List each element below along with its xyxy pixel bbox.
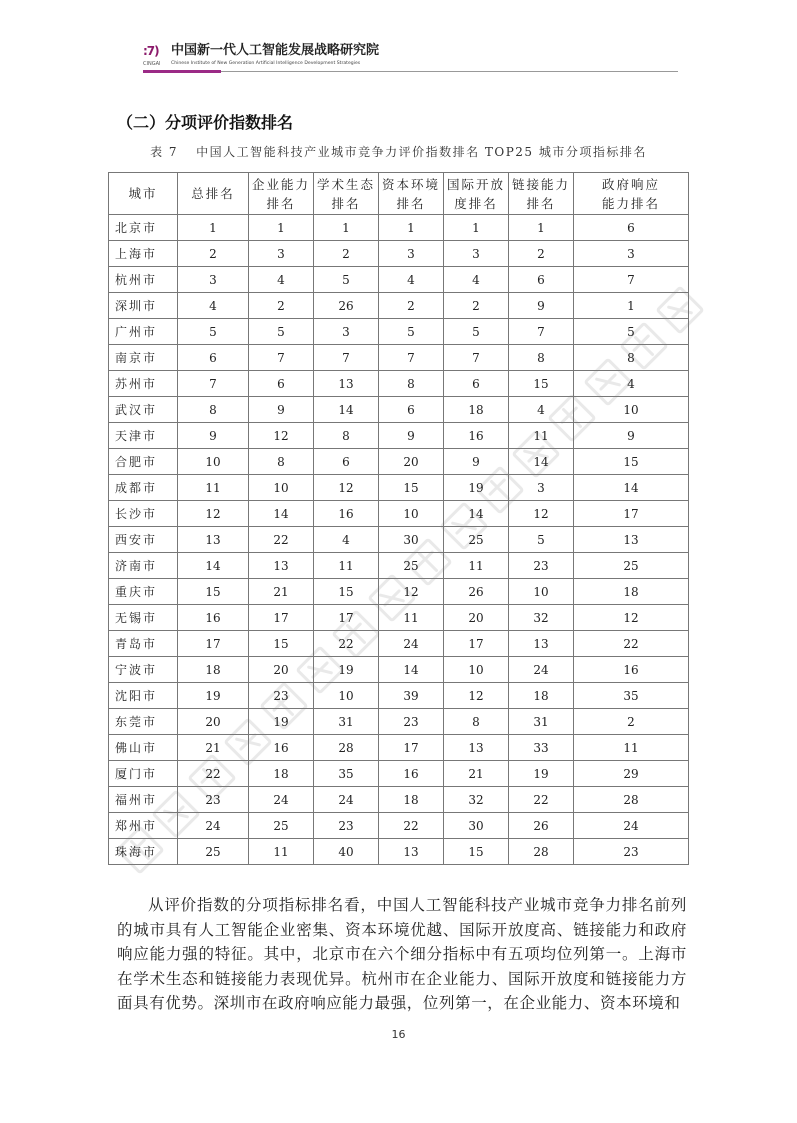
rank-cell: 19: [509, 761, 574, 787]
rank-cell: 11: [178, 475, 249, 501]
table-row: [109, 813, 689, 839]
city-name-cell: 深圳市: [109, 293, 178, 319]
institute-name-en: Chinese Institute of New Generation Artificial Intelligence Development Strategies: [171, 61, 361, 66]
rank-cell: 31: [314, 709, 379, 735]
table-body: [109, 215, 689, 865]
column-header-line: 排名: [396, 195, 426, 211]
rank-cell: 23: [314, 813, 379, 839]
city-name-cell: 济南市: [109, 553, 178, 579]
rank-cell: 16: [249, 735, 314, 761]
column-header: [249, 173, 314, 215]
rank-cell: 3: [379, 241, 444, 267]
rank-cell: 24: [574, 813, 689, 839]
rank-cell: 13: [444, 735, 509, 761]
rank-cell: 4: [509, 397, 574, 423]
rank-cell: 6: [178, 345, 249, 371]
rank-cell: 22: [249, 527, 314, 553]
rank-cell: 13: [314, 371, 379, 397]
rank-cell: 25: [249, 813, 314, 839]
rank-cell: 28: [314, 735, 379, 761]
city-name-cell: 合肥市: [109, 449, 178, 475]
rank-cell: 8: [379, 371, 444, 397]
rank-cell: 12: [379, 579, 444, 605]
rank-cell: 2: [379, 293, 444, 319]
rank-cell: 2: [178, 241, 249, 267]
section-title: （二）分项评价指数排名: [117, 113, 294, 132]
city-name-cell: 长沙市: [109, 501, 178, 527]
rank-cell: 1: [574, 293, 689, 319]
rank-cell: 1: [178, 215, 249, 241]
rank-cell: 14: [444, 501, 509, 527]
rank-cell: 10: [574, 397, 689, 423]
rank-cell: 15: [379, 475, 444, 501]
rank-cell: 11: [379, 605, 444, 631]
rank-cell: 21: [444, 761, 509, 787]
rank-cell: 7: [444, 345, 509, 371]
rank-cell: 16: [444, 423, 509, 449]
rank-cell: 21: [178, 735, 249, 761]
institute-logo-subtext: CINGAI: [143, 61, 161, 67]
rank-cell: 13: [379, 839, 444, 865]
table-row: [109, 787, 689, 813]
table-caption-text: 中国人工智能科技产业城市竞争力评价指数排名 TOP25 城市分项指标排名: [196, 145, 647, 159]
column-header-line: 学术生态: [316, 176, 375, 192]
rank-cell: 22: [178, 761, 249, 787]
rank-cell: 11: [444, 553, 509, 579]
rank-cell: 13: [574, 527, 689, 553]
table-row: [109, 657, 689, 683]
rank-cell: 29: [574, 761, 689, 787]
table-row: [109, 709, 689, 735]
rank-cell: 1: [314, 215, 379, 241]
column-header-line: 资本环境: [381, 176, 440, 192]
table-row: [109, 267, 689, 293]
rank-cell: 22: [379, 813, 444, 839]
column-header-line: 企业能力: [251, 176, 310, 192]
rank-cell: 18: [509, 683, 574, 709]
institute-logo-icon: :7): [143, 44, 159, 58]
city-name-cell: 沈阳市: [109, 683, 178, 709]
rank-cell: 1: [444, 215, 509, 241]
rank-cell: 12: [314, 475, 379, 501]
rank-cell: 8: [574, 345, 689, 371]
rank-cell: 6: [574, 215, 689, 241]
column-header-line: 排名: [526, 195, 556, 211]
rank-cell: 16: [178, 605, 249, 631]
rank-cell: 9: [509, 293, 574, 319]
rank-cell: 33: [509, 735, 574, 761]
city-name-cell: 重庆市: [109, 579, 178, 605]
rank-cell: 5: [249, 319, 314, 345]
rank-cell: 28: [574, 787, 689, 813]
city-name-cell: 福州市: [109, 787, 178, 813]
rank-cell: 5: [314, 267, 379, 293]
column-header-line: 政府响应: [601, 176, 660, 192]
column-header: [509, 173, 574, 215]
rank-cell: 17: [379, 735, 444, 761]
rank-cell: 1: [379, 215, 444, 241]
column-header-line: 链接能力: [511, 176, 570, 192]
rank-cell: 31: [509, 709, 574, 735]
header-divider: [143, 71, 678, 72]
rank-cell: 18: [178, 657, 249, 683]
rank-cell: 7: [178, 371, 249, 397]
rank-cell: 15: [574, 449, 689, 475]
rank-cell: 11: [574, 735, 689, 761]
city-name-cell: 天津市: [109, 423, 178, 449]
rank-cell: 20: [379, 449, 444, 475]
table-row: [109, 579, 689, 605]
rank-cell: 7: [249, 345, 314, 371]
rank-cell: 3: [314, 319, 379, 345]
rank-cell: 7: [379, 345, 444, 371]
rank-cell: 24: [509, 657, 574, 683]
rank-cell: 14: [379, 657, 444, 683]
table-caption-number: 表 7: [150, 145, 179, 159]
rank-cell: 39: [379, 683, 444, 709]
table-row: [109, 501, 689, 527]
column-header: [178, 173, 249, 215]
rank-cell: 32: [509, 605, 574, 631]
rank-cell: 20: [178, 709, 249, 735]
rank-cell: 30: [379, 527, 444, 553]
rank-cell: 10: [444, 657, 509, 683]
rank-cell: 16: [379, 761, 444, 787]
rank-cell: 9: [574, 423, 689, 449]
rank-cell: 15: [444, 839, 509, 865]
table-row: [109, 631, 689, 657]
rank-cell: 21: [249, 579, 314, 605]
rank-cell: 11: [249, 839, 314, 865]
column-header-line: 排名: [266, 195, 296, 211]
city-name-cell: 广州市: [109, 319, 178, 345]
city-name-cell: 青岛市: [109, 631, 178, 657]
rank-cell: 2: [509, 241, 574, 267]
column-header-line: 国际开放: [446, 176, 505, 192]
rank-cell: 4: [314, 527, 379, 553]
ranking-table: [108, 172, 689, 865]
rank-cell: 19: [249, 709, 314, 735]
rank-cell: 9: [178, 423, 249, 449]
rank-cell: 8: [509, 345, 574, 371]
rank-cell: 4: [574, 371, 689, 397]
rank-cell: 22: [314, 631, 379, 657]
city-name-cell: 郑州市: [109, 813, 178, 839]
rank-cell: 12: [574, 605, 689, 631]
rank-cell: 26: [509, 813, 574, 839]
rank-cell: 14: [249, 501, 314, 527]
rank-cell: 13: [509, 631, 574, 657]
rank-cell: 35: [574, 683, 689, 709]
rank-cell: 35: [314, 761, 379, 787]
rank-cell: 12: [509, 501, 574, 527]
rank-cell: 17: [444, 631, 509, 657]
table-row: [109, 215, 689, 241]
rank-cell: 24: [379, 631, 444, 657]
rank-cell: 17: [574, 501, 689, 527]
rank-cell: 7: [509, 319, 574, 345]
table-row: [109, 397, 689, 423]
rank-cell: 26: [444, 579, 509, 605]
rank-cell: 3: [444, 241, 509, 267]
rank-cell: 7: [314, 345, 379, 371]
rank-cell: 10: [178, 449, 249, 475]
rank-cell: 1: [509, 215, 574, 241]
table-header-row: [109, 173, 689, 215]
city-name-cell: 宁波市: [109, 657, 178, 683]
rank-cell: 20: [249, 657, 314, 683]
rank-cell: 19: [444, 475, 509, 501]
rank-cell: 9: [444, 449, 509, 475]
city-name-cell: 上海市: [109, 241, 178, 267]
rank-cell: 14: [509, 449, 574, 475]
rank-cell: 8: [314, 423, 379, 449]
rank-cell: 40: [314, 839, 379, 865]
table-row: [109, 319, 689, 345]
rank-cell: 9: [249, 397, 314, 423]
rank-cell: 10: [249, 475, 314, 501]
rank-cell: 10: [509, 579, 574, 605]
rank-cell: 14: [574, 475, 689, 501]
rank-cell: 4: [379, 267, 444, 293]
column-header: [444, 173, 509, 215]
page-header: [143, 40, 678, 76]
rank-cell: 6: [314, 449, 379, 475]
city-name-cell: 东莞市: [109, 709, 178, 735]
column-header-line: 度排名: [454, 195, 498, 211]
rank-cell: 18: [379, 787, 444, 813]
rank-cell: 13: [249, 553, 314, 579]
column-header: [379, 173, 444, 215]
city-name-cell: 武汉市: [109, 397, 178, 423]
rank-cell: 17: [314, 605, 379, 631]
rank-cell: 15: [509, 371, 574, 397]
rank-cell: 12: [249, 423, 314, 449]
city-name-cell: 苏州市: [109, 371, 178, 397]
rank-cell: 23: [178, 787, 249, 813]
rank-cell: 13: [178, 527, 249, 553]
rank-cell: 3: [509, 475, 574, 501]
table-caption: [0, 143, 797, 160]
rank-cell: 12: [178, 501, 249, 527]
body-paragraph: 从评价指数的分项指标排名看，中国人工智能科技产业城市竞争力排名前列的城市具有人工智能企业密集、资本环境优越、国际开放度高、链接能力和政府响应能力强的特征。其中，北京市在六个细分指标中有五项均位列第一。上海市在学术生态和链接能力表现优异。杭州市在企业能力、国际开放度和链接能力方面具有优势。深圳市在政府响应能力最强，位列第一，在企业能力、资本环境和: [117, 896, 687, 1013]
table-row: [109, 761, 689, 787]
column-header: [109, 173, 178, 215]
column-header-line: 能力排名: [601, 195, 660, 211]
institute-name-cn: 中国新一代人工智能发展战略研究院: [171, 43, 380, 58]
rank-cell: 8: [178, 397, 249, 423]
rank-cell: 23: [509, 553, 574, 579]
rank-cell: 5: [574, 319, 689, 345]
page-number: 16: [391, 1028, 406, 1041]
rank-cell: 20: [444, 605, 509, 631]
rank-cell: 23: [574, 839, 689, 865]
rank-cell: 16: [314, 501, 379, 527]
table-row: [109, 371, 689, 397]
city-name-cell: 北京市: [109, 215, 178, 241]
rank-cell: 28: [509, 839, 574, 865]
city-name-cell: 珠海市: [109, 839, 178, 865]
rank-cell: 15: [249, 631, 314, 657]
header-accent-bar: [143, 70, 221, 73]
table-row: [109, 605, 689, 631]
rank-cell: 12: [444, 683, 509, 709]
rank-cell: 24: [249, 787, 314, 813]
table-row: [109, 241, 689, 267]
rank-cell: 25: [444, 527, 509, 553]
rank-cell: 24: [314, 787, 379, 813]
rank-cell: 3: [249, 241, 314, 267]
rank-cell: 4: [249, 267, 314, 293]
rank-cell: 2: [249, 293, 314, 319]
column-header-line: 排名: [331, 195, 361, 211]
table-row: [109, 423, 689, 449]
rank-cell: 10: [314, 683, 379, 709]
rank-cell: 25: [178, 839, 249, 865]
rank-cell: 7: [574, 267, 689, 293]
rank-cell: 14: [178, 553, 249, 579]
rank-cell: 5: [444, 319, 509, 345]
rank-cell: 11: [314, 553, 379, 579]
rank-cell: 8: [249, 449, 314, 475]
city-name-cell: 西安市: [109, 527, 178, 553]
rank-cell: 25: [379, 553, 444, 579]
rank-cell: 5: [509, 527, 574, 553]
rank-cell: 17: [178, 631, 249, 657]
rank-cell: 10: [379, 501, 444, 527]
city-name-cell: 无锡市: [109, 605, 178, 631]
column-header-line: 城市: [128, 186, 158, 201]
rank-cell: 6: [379, 397, 444, 423]
rank-cell: 18: [574, 579, 689, 605]
column-header: [574, 173, 689, 215]
city-name-cell: 厦门市: [109, 761, 178, 787]
city-name-cell: 杭州市: [109, 267, 178, 293]
rank-cell: 22: [509, 787, 574, 813]
table-row: [109, 345, 689, 371]
rank-cell: 15: [178, 579, 249, 605]
rank-cell: 9: [379, 423, 444, 449]
rank-cell: 5: [178, 319, 249, 345]
rank-cell: 6: [509, 267, 574, 293]
column-header-line: 总排名: [191, 186, 235, 201]
rank-cell: 11: [509, 423, 574, 449]
rank-cell: 4: [444, 267, 509, 293]
rank-cell: 2: [574, 709, 689, 735]
table-row: [109, 683, 689, 709]
rank-cell: 16: [574, 657, 689, 683]
rank-cell: 23: [379, 709, 444, 735]
rank-cell: 3: [178, 267, 249, 293]
rank-cell: 2: [314, 241, 379, 267]
rank-cell: 2: [444, 293, 509, 319]
table-row: [109, 553, 689, 579]
rank-cell: 15: [314, 579, 379, 605]
rank-cell: 30: [444, 813, 509, 839]
rank-cell: 17: [249, 605, 314, 631]
rank-cell: 18: [249, 761, 314, 787]
rank-cell: 6: [249, 371, 314, 397]
table-row: [109, 449, 689, 475]
rank-cell: 19: [178, 683, 249, 709]
table-row: [109, 527, 689, 553]
rank-cell: 19: [314, 657, 379, 683]
rank-cell: 4: [178, 293, 249, 319]
rank-cell: 1: [249, 215, 314, 241]
rank-cell: 22: [574, 631, 689, 657]
rank-cell: 23: [249, 683, 314, 709]
table-row: [109, 475, 689, 501]
table-row: [109, 839, 689, 865]
column-header: [314, 173, 379, 215]
rank-cell: 5: [379, 319, 444, 345]
rank-cell: 32: [444, 787, 509, 813]
rank-cell: 25: [574, 553, 689, 579]
city-name-cell: 佛山市: [109, 735, 178, 761]
rank-cell: 18: [444, 397, 509, 423]
rank-cell: 8: [444, 709, 509, 735]
rank-cell: 24: [178, 813, 249, 839]
rank-cell: 3: [574, 241, 689, 267]
city-name-cell: 成都市: [109, 475, 178, 501]
rank-cell: 26: [314, 293, 379, 319]
table-row: [109, 735, 689, 761]
city-name-cell: 南京市: [109, 345, 178, 371]
rank-cell: 14: [314, 397, 379, 423]
table-row: [109, 293, 689, 319]
rank-cell: 6: [444, 371, 509, 397]
